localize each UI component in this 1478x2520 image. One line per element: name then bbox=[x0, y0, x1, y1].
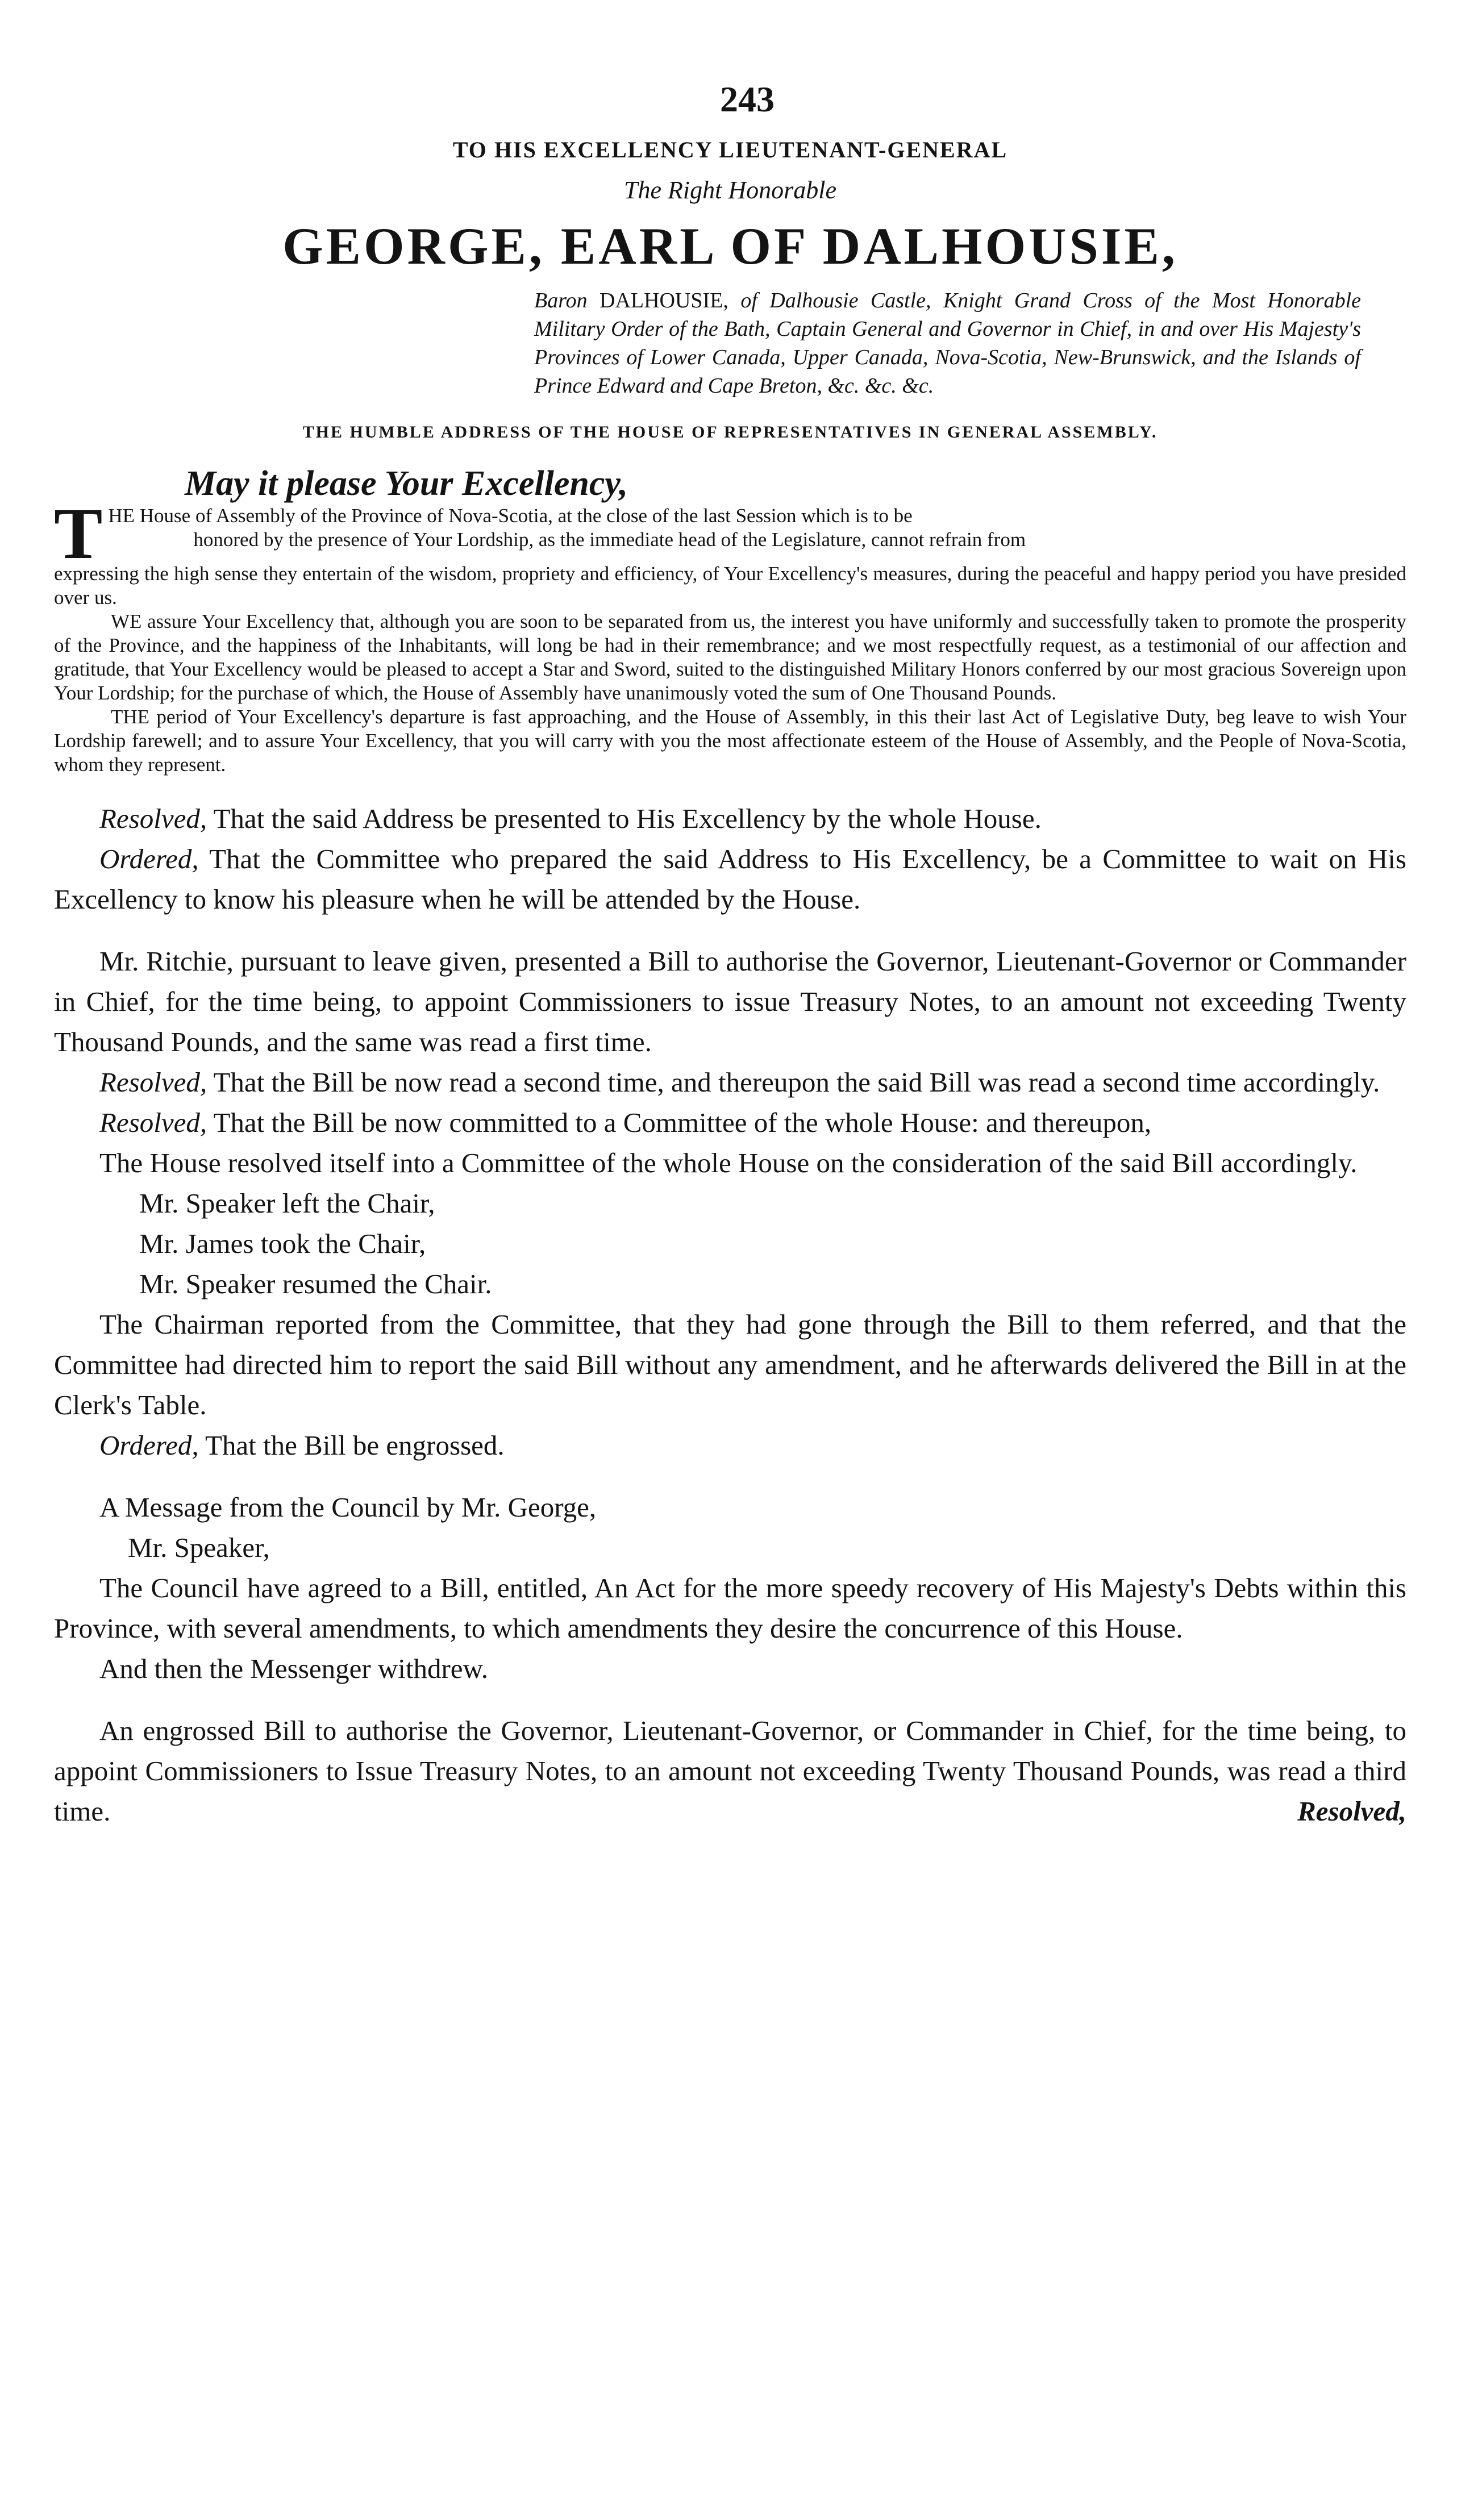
chairman-report-entry: The Chairman reported from the Committee, that they had gone through the Bill to them referred, and that the Committee had directed him to report the said Bill without any amendment, and he afterwards delivered the Bill in at the Clerk's Table. bbox=[54, 1309, 1406, 1421]
resolved-label: Resolved, bbox=[99, 1107, 207, 1138]
titles-rest: of Dalhousie Castle, Knight Grand Cross of the Most Honorable Military Order of the Bath, Captain General and Governor in Chief, in and over His Majesty's Provinces of Lower Canada, Upper Canada, Nova-Scotia, New-Brunswick, and the Islands of Prince Edward and Cape Breton, &c. &c. &c. bbox=[534, 289, 1361, 398]
address-paragraph-3: THE period of Your Excellency's departure is fast approaching, and the House of Assembly, in this their last Act of Legislative Duty, beg leave to wish Your Lordship farewell; and to assure Your Excellency, that you will carry with you the most affectionate esteem of the House of Assembly, and the People of Nova-Scotia, whom they represent. bbox=[54, 706, 1406, 776]
drop-cap: T bbox=[54, 493, 103, 574]
document-page bbox=[54, 74, 1406, 2489]
catchword: Resolved, bbox=[1297, 1796, 1406, 1827]
ordered-engrossed-entry bbox=[54, 1425, 1406, 1465]
address-paragraph-2: WE assure Your Excellency that, although you are soon to be separated from us, the interest you have uniformly and successfully taken to promote the prosperity of the Province, and the happiness of the Inhabitants, will long be had in their remembrance; and we most respectfully request, as a testimonial of our affection and gratitude, that Your Excellency would be pleased to accept a Star and Sword, suited to the distinguished Military Honors conferred by our most gracious Sovereign upon Your Lordship; for the purchase of which, the House of Assembly have unanimously voted the sum of One Thousand Pounds. bbox=[54, 610, 1406, 704]
humble-address-heading: THE HUMBLE ADDRESS OF THE HOUSE OF REPRESENTATIVES IN GENERAL ASSEMBLY. bbox=[302, 423, 1158, 441]
council-message-line: A Message from the Council by Mr. George, bbox=[99, 1492, 597, 1523]
house-committee-entry: The House resolved itself into a Committee of the whole House on the consideration of the said Bill accordingly. bbox=[99, 1147, 1358, 1178]
speaker-left-line: Mr. Speaker left the Chair, bbox=[139, 1188, 435, 1219]
messenger-withdrew-line: And then the Messenger withdrew. bbox=[99, 1653, 489, 1684]
resolved-text: That the Bill be now committed to a Committee of the whole House: and thereupon, bbox=[207, 1107, 1152, 1138]
spacer bbox=[54, 919, 1406, 941]
council-bill-entry: The Council have agreed to a Bill, entitled, An Act for the more speedy recovery of His Majesty's Debts within this Province, with several amendments, to which amendments they desire the concurrence of this House. bbox=[54, 1572, 1406, 1644]
resolved-text: That the said Address be presented to His Excellency by the whole House. bbox=[207, 803, 1042, 834]
ordered-label: Ordered, bbox=[99, 843, 199, 874]
spacer bbox=[54, 1689, 1406, 1710]
speaker-resumed-line: Mr. Speaker resumed the Chair. bbox=[139, 1268, 492, 1299]
mr-speaker-line: Mr. Speaker, bbox=[128, 1532, 270, 1563]
proceedings-body bbox=[54, 798, 1406, 1831]
address-p1-line2: honored by the presence of Your Lordship, as the immediate head of the Legislature, cannot refrain from bbox=[193, 528, 1026, 551]
page-number: 243 bbox=[720, 79, 775, 119]
titles-dalhousie: DALHOUSIE, bbox=[599, 289, 728, 313]
ordered-label: Ordered, bbox=[99, 1430, 199, 1461]
address-p1-line1: HE House of Assembly of the Province of Nova-Scotia, at the close of the last Session which is to be bbox=[108, 505, 913, 527]
salutation: May it please Your Excellency, bbox=[185, 464, 628, 503]
resolved-label: Resolved, bbox=[99, 803, 207, 834]
address-p1-rest: expressing the high sense they entertain of the wisdom, propriety and efficiency, of Your Excellency's measures, during the peaceful and happy period you have presided over us. bbox=[54, 563, 1406, 609]
earl-titles bbox=[534, 286, 1361, 400]
address-body bbox=[54, 493, 1406, 777]
spacer bbox=[54, 777, 1406, 798]
ordered-committee-entry bbox=[54, 839, 1406, 919]
right-honorable-line: The Right Honorable bbox=[624, 176, 836, 204]
engrossed-bill-entry bbox=[54, 1710, 1406, 1831]
ordered-text: That the Committee who prepared the said Address to His Excellency, be a Committee to wait on His Excellency to know his pleasure when he will be attended by the House. bbox=[54, 843, 1406, 915]
address-recipient-line: TO HIS EXCELLENCY LIEUTENANT-GENERAL bbox=[452, 137, 1008, 163]
resolved-label: Resolved, bbox=[99, 1067, 207, 1098]
ordered-text: That the Bill be engrossed. bbox=[198, 1430, 505, 1461]
james-took-chair-line: Mr. James took the Chair, bbox=[139, 1228, 426, 1259]
resolved-text: That the Bill be now read a second time, and thereupon the said Bill was read a second time accordingly. bbox=[207, 1067, 1380, 1098]
spacer bbox=[54, 1465, 1406, 1487]
address-paragraph-1 bbox=[54, 493, 1406, 610]
resolved-second-reading-entry bbox=[54, 1062, 1406, 1102]
resolved-address-entry bbox=[54, 798, 1406, 839]
resolved-committed-entry bbox=[54, 1102, 1406, 1143]
titles-baron: Baron bbox=[534, 289, 599, 313]
engrossed-text: An engrossed Bill to authorise the Governor, Lieutenant-Governor, or Commander in Chief, for the time being, to appoint Commissioners to Issue Treasury Notes, to an amount not exceeding Twenty Thousand Pounds, was read a third time. bbox=[54, 1715, 1406, 1827]
ritchie-bill-entry: Mr. Ritchie, pursuant to leave given, presented a Bill to authorise the Governor, Lieutenant-Governor or Commander in Chief, for the time being, to appoint Commissioners to issue Treasury Notes, to an amount not exceeding Twenty Thousand Pounds, and the same was read a first time. bbox=[54, 945, 1406, 1057]
earl-name-heading: GEORGE, EARL OF DALHOUSIE, bbox=[282, 217, 1178, 275]
